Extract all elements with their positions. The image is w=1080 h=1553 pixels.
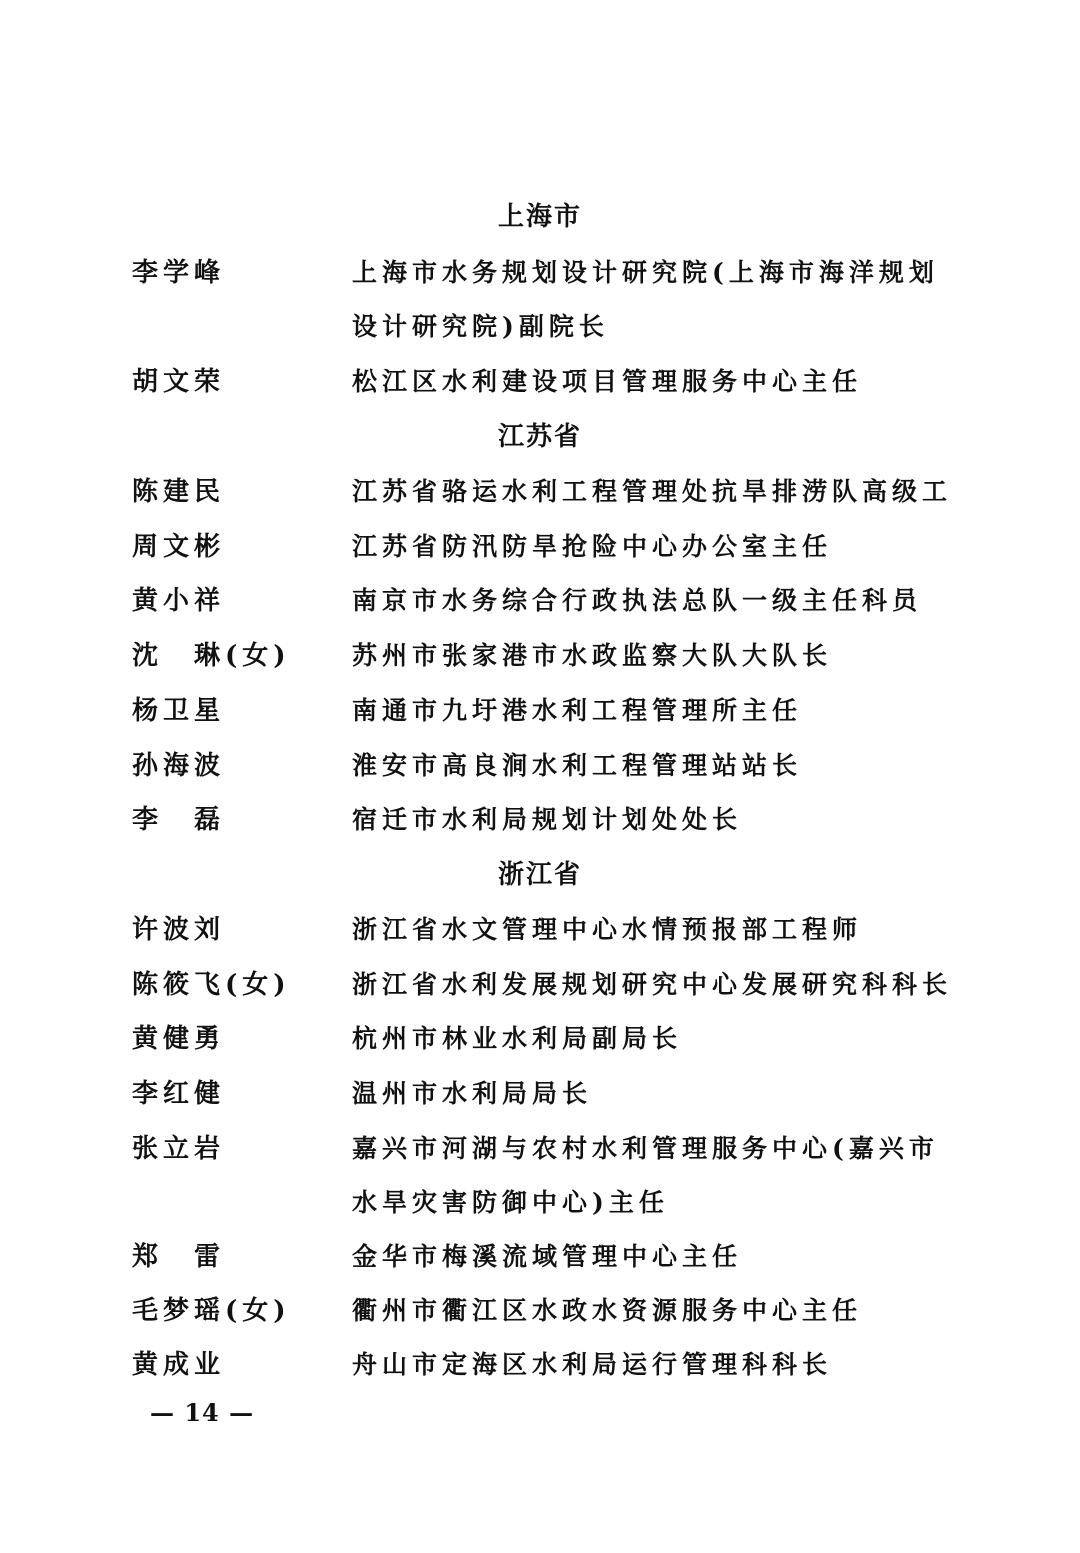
person-title: 江苏省防汛防旱抢险中心办公室主任 bbox=[352, 532, 833, 561]
person-name: 李学峰 bbox=[132, 258, 226, 288]
page-number: — 14 — bbox=[150, 1398, 255, 1427]
person-name: 周文彬 bbox=[132, 532, 226, 562]
person-name: 孙海波 bbox=[132, 751, 226, 781]
person-title: 南京市水务综合行政执法总队一级主任科员 bbox=[352, 586, 923, 615]
person-name: 毛梦瑶(女) bbox=[132, 1296, 291, 1326]
person-name: 张立岩 bbox=[132, 1134, 226, 1164]
person-name: 李红健 bbox=[132, 1079, 226, 1109]
person-title: 杭州市林业水利局副局长 bbox=[352, 1024, 683, 1053]
person-name: 黄小祥 bbox=[132, 586, 226, 616]
person-title: 衢州市衢江区水政水资源服务中心主任 bbox=[352, 1296, 863, 1325]
person-title: 江苏省骆运水利工程管理处抗旱排涝队高级工 bbox=[352, 477, 953, 506]
person-name: 陈建民 bbox=[132, 477, 226, 507]
person-title: 浙江省水文管理中心水情预报部工程师 bbox=[352, 915, 863, 944]
person-name: 沈 琳(女) bbox=[132, 641, 291, 671]
person-title: 淮安市高良涧水利工程管理站站长 bbox=[352, 751, 803, 780]
person-name: 黄成业 bbox=[132, 1350, 226, 1380]
section-heading-jiangsu: 江苏省 bbox=[497, 422, 582, 452]
person-name: 杨卫星 bbox=[132, 696, 226, 726]
section-heading-shanghai: 上海市 bbox=[497, 202, 582, 232]
person-title: 松江区水利建设项目管理服务中心主任 bbox=[352, 367, 863, 396]
person-title: 舟山市定海区水利局运行管理科科长 bbox=[352, 1350, 833, 1379]
person-name: 黄健勇 bbox=[132, 1024, 226, 1054]
person-title: 嘉兴市河湖与农村水利管理服务中心(嘉兴市水旱灾害防御中心)主任 bbox=[352, 1134, 939, 1217]
person-name: 李 磊 bbox=[132, 805, 226, 835]
person-title: 温州市水利局局长 bbox=[352, 1079, 593, 1108]
person-name: 胡文荣 bbox=[132, 367, 226, 397]
person-title: 浙江省水利发展规划研究中心发展研究科科长 bbox=[352, 970, 953, 999]
person-name: 许波刘 bbox=[132, 915, 226, 945]
person-name: 陈筱飞(女) bbox=[132, 970, 291, 1000]
person-title: 南通市九圩港水利工程管理所主任 bbox=[352, 696, 803, 725]
person-title: 上海市水务规划设计研究院(上海市海洋规划设计研究院)副院长 bbox=[352, 258, 939, 341]
person-title: 宿迁市水利局规划计划处处长 bbox=[352, 805, 743, 834]
person-title: 金华市梅溪流域管理中心主任 bbox=[352, 1242, 743, 1271]
section-heading-zhejiang: 浙江省 bbox=[497, 860, 582, 890]
person-name: 郑 雷 bbox=[132, 1242, 226, 1272]
person-title: 苏州市张家港市水政监察大队大队长 bbox=[352, 641, 833, 670]
